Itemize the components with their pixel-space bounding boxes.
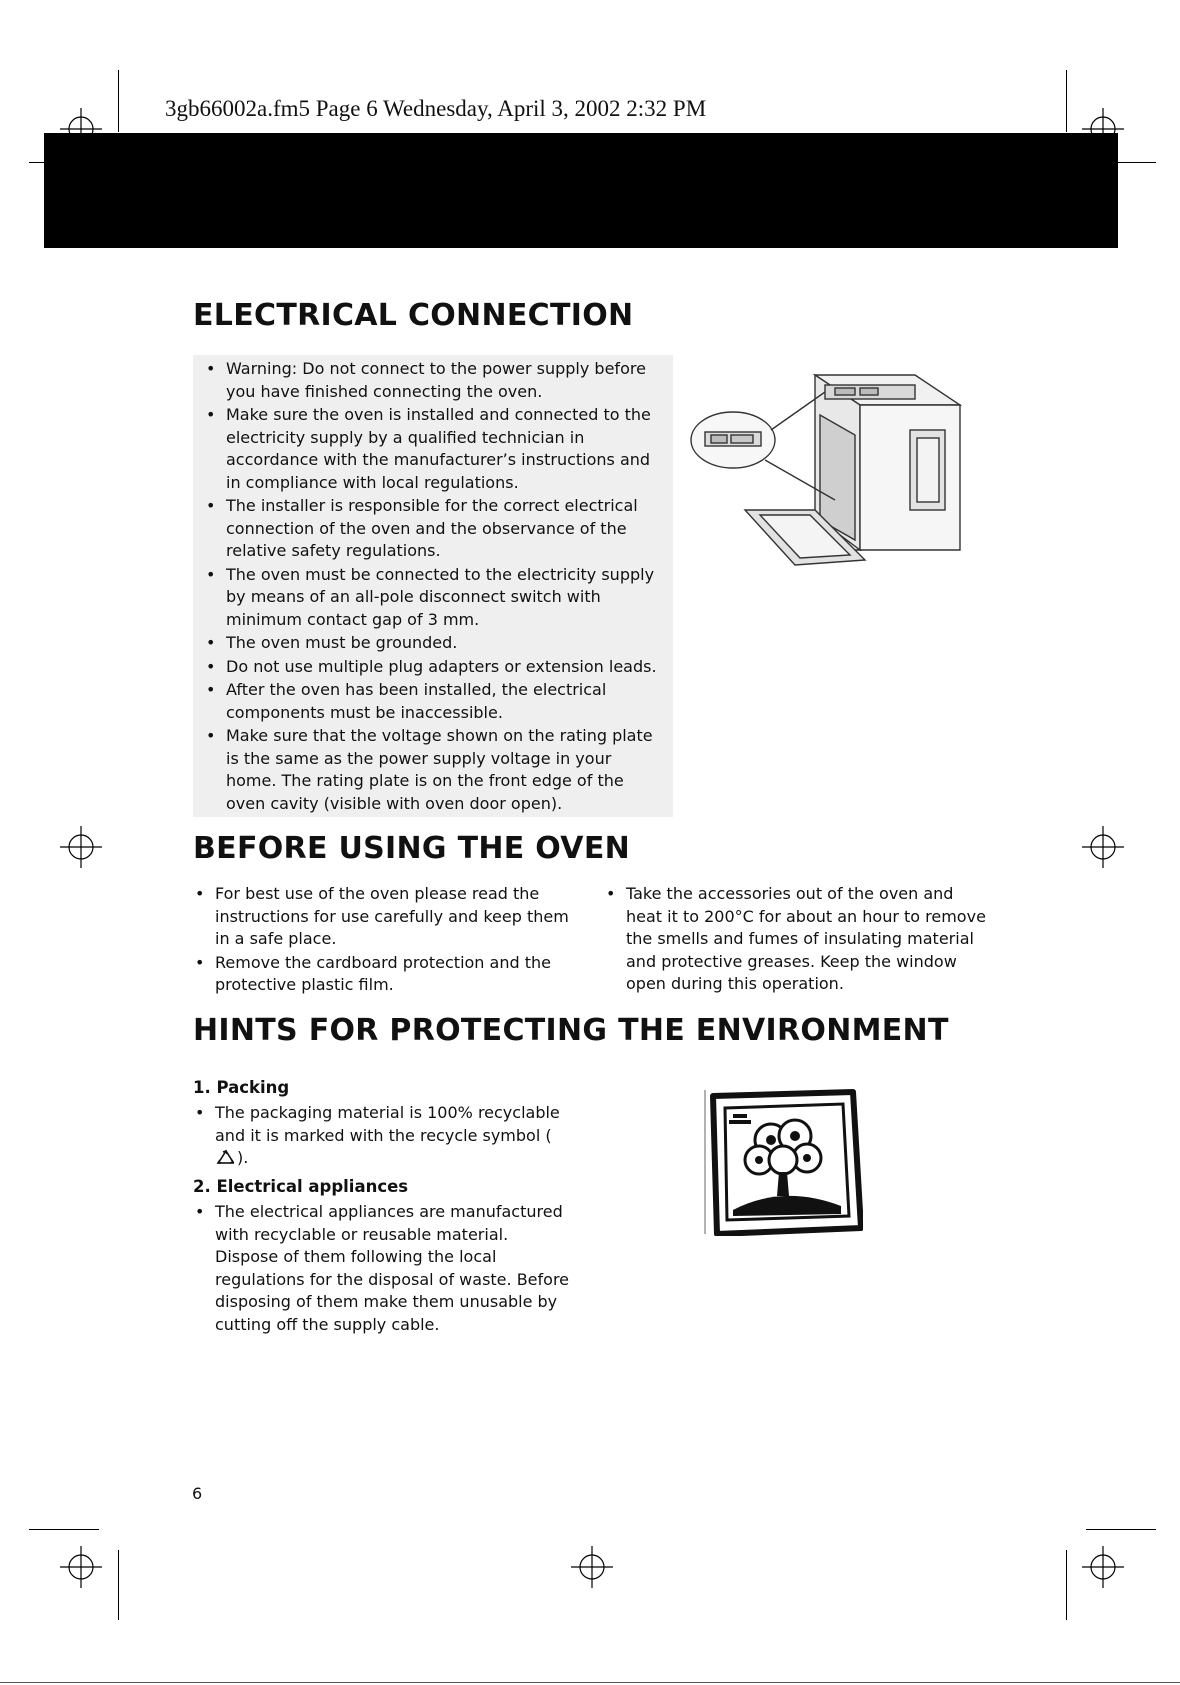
- before-using-left-list: [193, 883, 573, 998]
- electrical-connection-title: ELECTRICAL CONNECTION: [193, 298, 634, 333]
- list-item: • The oven must be connected to the electricity supply by means of an all-pole disconnect switch with minimum contact gap of 3 mm.: [204, 564, 666, 632]
- page-number: 6: [192, 1484, 203, 1503]
- oven-illustration: [685, 360, 970, 580]
- packing-heading: 1. Packing: [193, 1078, 290, 1097]
- packing-text: The packaging material is 100% recyclable and it is marked with the recycle symbol (: [215, 1103, 560, 1145]
- appliances-list: [193, 1201, 571, 1337]
- list-item: • Remove the cardboard protection and the protective plastic film.: [193, 952, 573, 997]
- packing-list: [193, 1102, 571, 1171]
- list-item: [193, 1102, 571, 1170]
- list-item: • The installer is responsible for the correct electrical connection of the oven and the observance of the relative safety regulations.: [204, 495, 666, 563]
- registration-mark-icon: [60, 1546, 102, 1588]
- registration-mark-icon: [60, 826, 102, 868]
- packing-text-end: ).: [237, 1148, 249, 1167]
- list-item: • Warning: Do not connect to the power supply before you have finished connecting the oven.: [204, 358, 666, 403]
- before-using-title: BEFORE USING THE OVEN: [193, 831, 631, 866]
- header-band: [44, 133, 1118, 248]
- list-item: • Make sure the oven is installed and connected to the electricity supply by a qualified technician in accordance with the manufacturer’s instructions and in compliance with local regulations.: [204, 404, 666, 494]
- file-info-header: 3gb66002a.fm5 Page 6 Wednesday, April 3, 2002 2:32 PM: [165, 96, 707, 121]
- appliances-heading: 2. Electrical appliances: [193, 1177, 409, 1196]
- list-item: • After the oven has been installed, the electrical components must be inaccessible.: [204, 679, 666, 724]
- electrical-connection-list: [204, 358, 666, 816]
- recycle-icon: [215, 1149, 237, 1165]
- registration-mark-icon: [1082, 1546, 1124, 1588]
- list-item: • For best use of the oven please read the instructions for use carefully and keep them in a safe place.: [193, 883, 573, 951]
- list-item: • Make sure that the voltage shown on the rating plate is the same as the power supply voltage in your home. The rating plate is on the front edge of the oven cavity (visible with oven door open).: [204, 725, 666, 815]
- registration-mark-icon: [571, 1546, 613, 1588]
- list-item: • The oven must be grounded.: [204, 632, 666, 655]
- list-item: • Take the accessories out of the oven and heat it to 200°C for about an hour to remove the smells and fumes of insulating material and protective greases. Keep the window open during this operation.: [604, 883, 986, 996]
- list-item: • The electrical appliances are manufactured with recyclable or reusable material. Dispose of them following the local regulations for the disposal of waste. Before disposing of them make them unusable by cutting off the supply cable.: [193, 1201, 571, 1336]
- before-using-right-list: [604, 883, 986, 997]
- registration-mark-icon: [1082, 826, 1124, 868]
- list-item: • Do not use multiple plug adapters or extension leads.: [204, 656, 666, 679]
- tree-logo-icon: [703, 1088, 863, 1236]
- environment-title: HINTS FOR PROTECTING THE ENVIRONMENT: [193, 1013, 949, 1048]
